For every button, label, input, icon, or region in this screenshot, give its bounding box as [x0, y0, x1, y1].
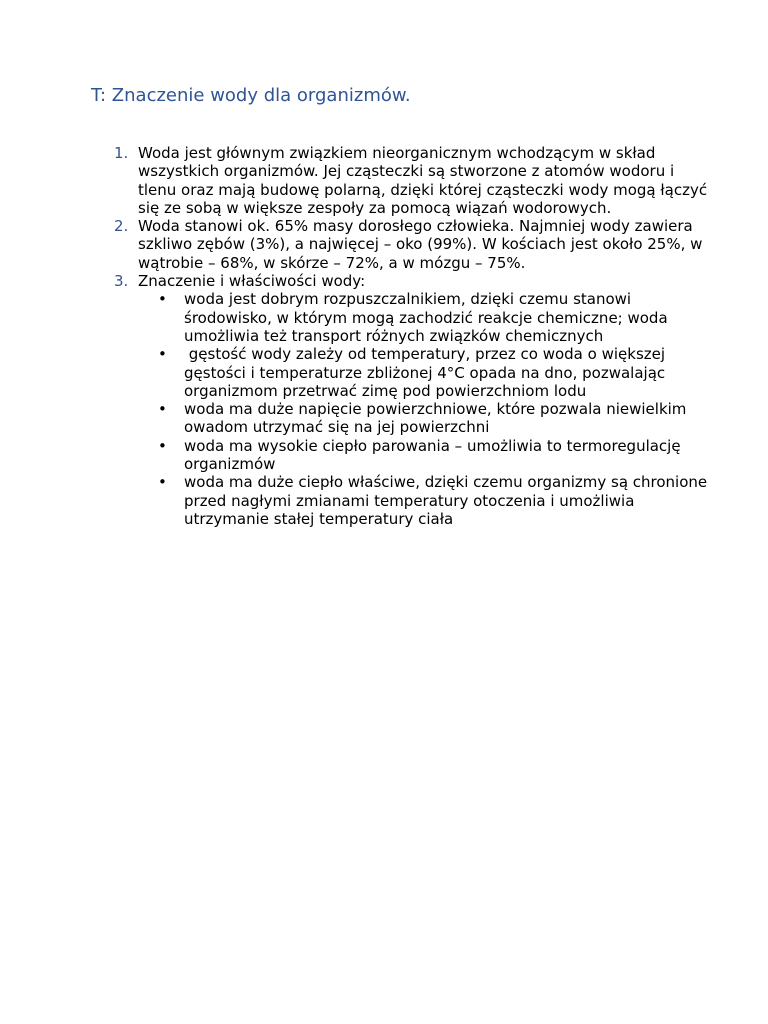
bullet-icon: •	[158, 345, 167, 364]
bullet-item	[138, 400, 710, 437]
document-title: T: Znaczenie wody dla organizmów.	[91, 85, 411, 106]
list-number: 3.	[114, 272, 129, 291]
bullet-text: woda ma duże napięcie powierzchniowe, które pozwala niewielkim owadom utrzymać się na jej powierzchni	[184, 400, 687, 437]
bullet-item	[138, 345, 710, 400]
bullet-text: gęstość wody zależy od temperatury, przez co woda o większej gęstości i temperaturze zbliżonej 4°C opada na dno, pozwalając organizmom przetrwać zimę pod powierzchniom lodu	[184, 345, 670, 400]
list-item-text: Woda jest głównym związkiem nieorganicznym wchodzącym w skład wszystkich organizmów. Jej cząsteczki są stworzone z atomów wodoru i tlenu oraz mają budowę polarną, dzięki której cząsteczki wody mogą łączyć się ze sobą w większe zespoły za pomocą wiązań wodorowych.	[138, 144, 708, 217]
list-item	[110, 217, 710, 272]
numbered-list	[110, 144, 710, 528]
bullet-text: woda ma wysokie ciepło parowania – umożliwia to termoregulację organizmów	[184, 436, 681, 474]
bullet-icon: •	[158, 436, 167, 455]
list-item	[110, 144, 710, 217]
list-number: 2.	[114, 217, 129, 236]
bullet-item	[138, 437, 710, 474]
bullet-item	[138, 473, 710, 528]
list-item-text: Woda stanowi ok. 65% masy dorosłego człowieka. Najmniej wody zawiera szkliwo zębów (3%), a najwięcej – oko (99%). W kościach jest około 25%, w wątrobie – 68%, w skórze – 72%, a w mózgu – 75%.	[138, 217, 703, 272]
list-item	[110, 272, 710, 528]
bullet-text: woda jest dobrym rozpuszczalnikiem, dzięki czemu stanowi środowisko, w którym mogą zachodzić reakcje chemiczne; woda umożliwia też transport różnych związków chemicznych	[184, 290, 668, 345]
bullet-icon: •	[158, 290, 167, 309]
bullet-item	[138, 290, 710, 345]
list-item-text: Znaczenie i właściwości wody:	[138, 272, 366, 291]
list-number: 1.	[114, 144, 129, 162]
bullet-list	[138, 290, 710, 528]
bullet-icon: •	[158, 473, 167, 492]
bullet-icon: •	[158, 400, 167, 419]
bullet-text: woda ma duże ciepło właściwe, dzięki czemu organizmy są chronione przed nagłymi zmianami temperatury otoczenia i umożliwia utrzymanie stałej temperatury ciała	[184, 473, 708, 528]
